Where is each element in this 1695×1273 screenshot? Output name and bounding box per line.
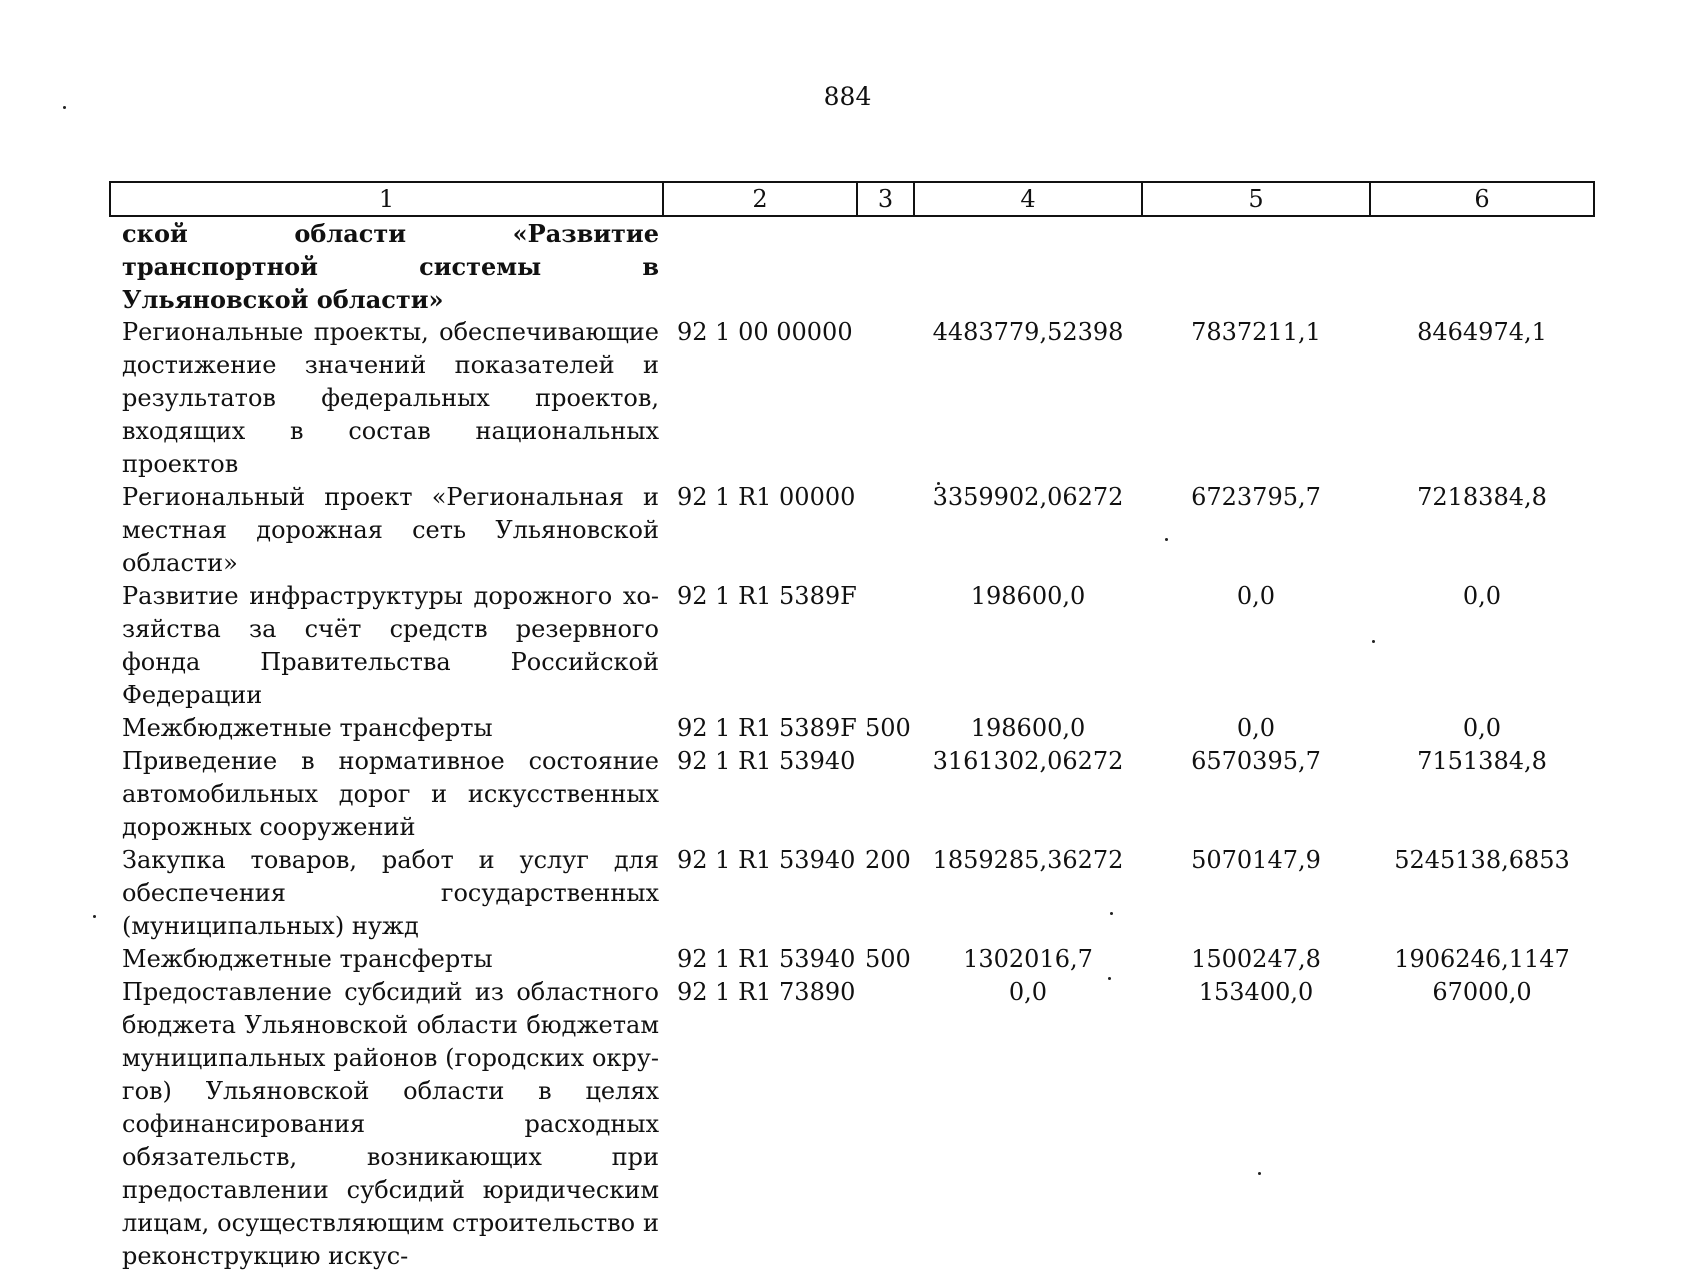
- table-row: [110, 844, 1594, 943]
- classification-code-cell: [663, 216, 857, 316]
- amount-cell: 6570395,7: [1191, 747, 1321, 775]
- amount-cell: 1906246,1147: [1394, 945, 1570, 973]
- amount-cell: 6723795,7: [1191, 483, 1321, 511]
- column-header: 6: [1370, 182, 1594, 216]
- classification-code-cell: 92 1 R1 5389F: [677, 714, 857, 742]
- expense-type-cell: [857, 745, 914, 844]
- amount-cell: 3161302,06272: [932, 747, 1124, 775]
- row-name-cell: Закупка товаров, работ и услуг для обеспечения государственных (муниципальных) нужд: [122, 846, 659, 940]
- table-row: [110, 745, 1594, 844]
- amount-cell: 0,0: [1462, 714, 1502, 742]
- amount-cell: 153400,0: [1198, 978, 1314, 1006]
- budget-table: [109, 181, 1595, 1273]
- amount-cell: 67000,0: [1432, 978, 1532, 1006]
- classification-code-cell: 92 1 R1 53940: [677, 945, 856, 973]
- table-row: [110, 580, 1594, 712]
- row-name-cell: Региональные проекты, обеспечивающие достижение значений показателей и результатов федеральных проектов, входящих в состав национальных проектов: [122, 318, 659, 478]
- scan-speck: [63, 106, 66, 109]
- amount-cell: 7837211,1: [1191, 318, 1321, 346]
- table-row: [110, 216, 1594, 316]
- expense-type-cell: [857, 316, 914, 481]
- expense-type-cell: [857, 580, 914, 712]
- amount-cell: 8464974,1: [1417, 318, 1547, 346]
- row-name-cell: Межбюджетные трансферты: [122, 714, 493, 742]
- table-row: [110, 943, 1594, 976]
- table-row: [110, 712, 1594, 745]
- classification-code-cell: 92 1 R1 00000: [677, 483, 856, 511]
- header-row: [110, 182, 1594, 216]
- classification-code-cell: 92 1 R1 5389F: [677, 582, 857, 610]
- column-header: 5: [1142, 182, 1370, 216]
- amount-cell: 3359902,06272: [932, 483, 1124, 511]
- expense-type-cell: 500: [865, 945, 911, 973]
- row-name-cell: ской области «Развитие транспортной системы в Ульяновской области»: [122, 219, 659, 314]
- column-header: 2: [663, 182, 857, 216]
- amount-cell: [1370, 216, 1594, 316]
- amount-cell: 0,0: [1462, 582, 1502, 610]
- amount-cell: [914, 216, 1142, 316]
- page-number: 884: [823, 82, 872, 111]
- row-name-cell: Предоставление субсидий из областного бюджета Ульяновской области бюджетам муниципальных районов (городских округов) Ульяновской области в целях софинансирования расходных обязательств, возникающих при предоставлении субсидий юридическим лицам, осуществляющим строительство и реконструкцию искус-: [122, 978, 659, 1270]
- row-name-cell: Приведение в нормативное состояние автомобильных дорог и искусственных дорожных сооружений: [122, 747, 659, 841]
- expense-type-cell: 500: [865, 714, 911, 742]
- row-name-cell: Развитие инфраструктуры дорожного хозяйства за счёт средств резервного фонда Правительства Российской Федерации: [122, 582, 659, 709]
- amount-cell: 0,0: [1236, 582, 1276, 610]
- amount-cell: 7151384,8: [1417, 747, 1547, 775]
- amount-cell: 1500247,8: [1191, 945, 1321, 973]
- table-header: [110, 182, 1594, 216]
- classification-code-cell: 92 1 00 00000: [677, 318, 853, 346]
- row-name-cell: Региональный проект «Региональная и местная дорожная сеть Ульяновской области»: [122, 483, 659, 577]
- amount-cell: 7218384,8: [1417, 483, 1547, 511]
- amount-cell: 5245138,6853: [1394, 846, 1570, 874]
- scan-speck: [93, 915, 96, 918]
- classification-code-cell: 92 1 R1 53940: [677, 747, 856, 775]
- amount-cell: [1142, 216, 1370, 316]
- column-header: 1: [110, 182, 663, 216]
- table-row: [110, 316, 1594, 481]
- amount-cell: 4483779,52398: [932, 318, 1124, 346]
- classification-code-cell: 92 1 R1 73890: [677, 978, 856, 1006]
- column-header: 3: [857, 182, 914, 216]
- amount-cell: 1859285,36272: [932, 846, 1124, 874]
- amount-cell: 198600,0: [970, 582, 1086, 610]
- amount-cell: 1302016,7: [963, 945, 1093, 973]
- expense-type-cell: 200: [865, 846, 911, 874]
- expense-type-cell: [857, 481, 914, 580]
- row-name-cell: Межбюджетные трансферты: [122, 945, 493, 973]
- classification-code-cell: 92 1 R1 53940: [677, 846, 856, 874]
- amount-cell: 0,0: [1236, 714, 1276, 742]
- table-row: [110, 976, 1594, 1273]
- expense-type-cell: [857, 216, 914, 316]
- amount-cell: 0,0: [1008, 978, 1048, 1006]
- expense-type-cell: [857, 976, 914, 1273]
- column-header: 4: [914, 182, 1142, 216]
- amount-cell: 5070147,9: [1191, 846, 1321, 874]
- amount-cell: 198600,0: [970, 714, 1086, 742]
- table-body: [110, 216, 1594, 1273]
- table-row: [110, 481, 1594, 580]
